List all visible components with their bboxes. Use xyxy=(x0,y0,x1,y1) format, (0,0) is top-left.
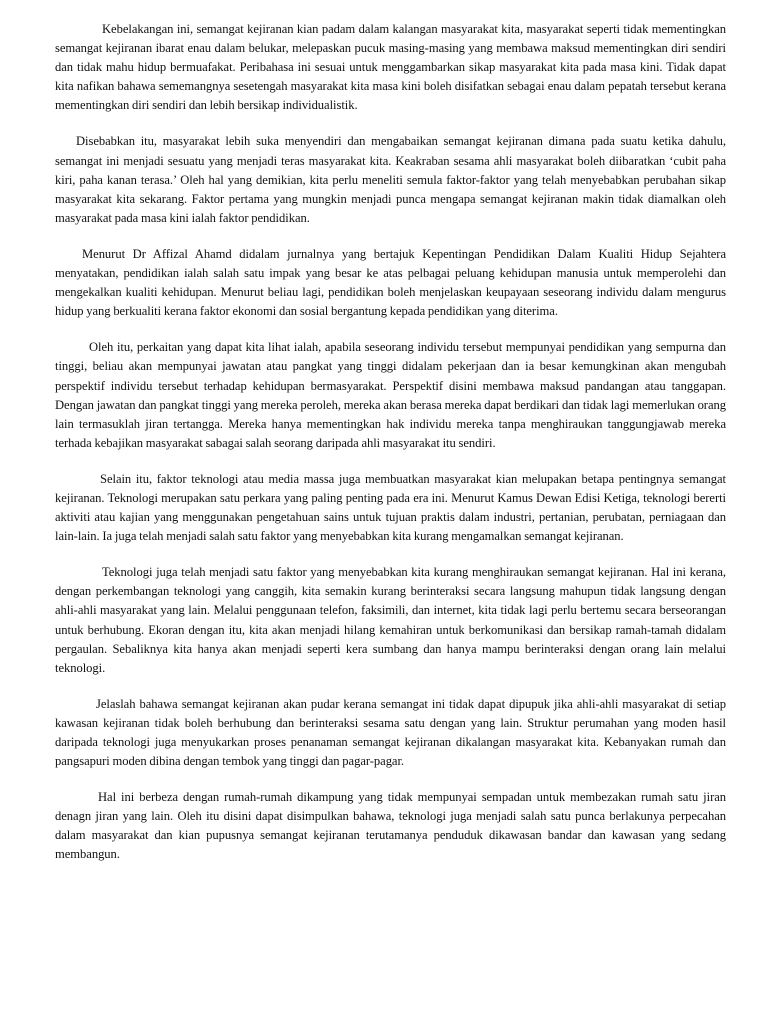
paragraph-3: Menurut Dr Affizal Ahamd didalam jurnalnya yang bertajuk Kepentingan Pendidikan Dalam Kualiti Hidup Sejahtera menyatakan, pendidikan ialah salah satu impak yang besar ke atas pelbagai peluang kehidupan manusia untuk memperolehi dan mengekalkan kualiti kehidupan. Menurut beliau lagi, pendidikan boleh menjelaskan keupayaan seseorang individu dalam mengurus hidup yang berkualiti kerana faktor ekonomi dan sosial bergantung kepada pendidikan yang diterima. xyxy=(55,246,726,319)
paragraph-6: Teknologi juga telah menjadi satu faktor yang menyebabkan kita kurang menghiraukan semangat kejiranan. Hal ini kerana, dengan perkembangan teknologi yang canggih, kita semakin kurang berinteraksi secara langsung mahupun tidak langsung dengan ahli-ahli masyarakat yang lain. Melalui penggunaan telefon, faksimili, dan internet, kita tidak lagi perlu bertemu secara berseorangan untuk berhubung. Ekoran dengan itu, kita akan menjadi hilang kemahiran untuk berkomunikasi dan bersikap ramah-tamah didalam pergaulan. Sebaliknya kita hanya akan menjadi seperti kera sumbang dan hanya mampu berinteraksi dengan orang lain melalui teknologi. xyxy=(55,565,726,675)
paragraph-8: Hal ini berbeza dengan rumah-rumah dikampung yang tidak mempunyai sempadan untuk membezakan rumah satu jiran denagn jiran yang lain. Oleh itu disini dapat disimpulkan bahawa, teknologi juga menjadi salah satu punca berlakunya perpecahan dalam masyarakat dan kian pupusnya semangat kejiranan terutamanya penduduk dikawasan bandar dan kawasan yang sedang membangun. xyxy=(55,790,726,862)
paragraph-5: Selain itu, faktor teknologi atau media massa juga membuatkan masyarakat kian melupakan betapa pentingnya semangat kejiranan. Teknologi merupakan satu perkara yang paling penting pada era ini. Menurut Kamus Dewan Edisi Ketiga, teknologi bererti aktiviti atau kajian yang menggunakan pengetahuan sains untuk tujuan praktis dalam industri, pertanian, perubatan, perniagaan dan lain-lain. Ia juga telah menjadi salah satu faktor yang menyebabkan kita kurang mengamalkan semangat kejiranan. xyxy=(55,471,726,544)
paragraph-1: Kebelakangan ini, semangat kejiranan kian padam dalam kalangan masyarakat kita, masyarakat seperti tidak mementingkan semangat kejiranan ibarat enau dalam belukar, melepaskan pucuk masing-masing yang membawa maksud mementingkan diri sendiri dan tidak mahu hidup bermuafakat. Peribahasa ini sesuai untuk menggambarkan sikap masyarakat kita pada masa kini. Tidak dapat kita nafikan bahawa sememangnya sesetengah masyarakat kita masa kini boleh disifatkan sebagai enau dalam pepatah tersebut kerana mementingkan diri sendiri dan lebih bersikap individualistik. xyxy=(55,22,726,113)
paragraph-7: Jelaslah bahawa semangat kejiranan akan pudar kerana semangat ini tidak dapat dipupuk jika ahli-ahli masyarakat di setiap kawasan kejiranan tidak boleh berhubung dan berinteraksi sesama satu dengan yang lain. Struktur perumahan yang moden hasil daripada teknologi juga menyukarkan proses penanaman semangat kejiranan dikalangan masyarakat kita. Kebanyakan rumah dan pangsapuri moden dibina dengan tembok yang tinggi dan pagar-pagar. xyxy=(55,696,726,769)
document-page xyxy=(55,20,726,882)
paragraph-4: Oleh itu, perkaitan yang dapat kita lihat ialah, apabila seseorang individu tersebut mempunyai pendidikan yang sempurna dan tinggi, beliau akan mempunyai jawatan atau pangkat yang tinggi didalam pekerjaan dan ia besar kemungkinan akan mengubah perspektif individu tersebut terhadap kehidupan bermasyarakat. Perspektif disini membawa maksud pandangan atau tanggapan. Dengan jawatan dan pangkat tinggi yang mereka peroleh, mereka akan berasa mereka dapat berdikari dan tidak lagi memerlukan orang lain termasuklah jiran tertangga. Mereka hanya mementingkan hak individu mereka tanpa menghiraukan tanggungjawab mereka terhada kebajikan masyarakat sabagai salah seorang daripada ahli masyarakat itu sendiri. xyxy=(55,340,726,450)
paragraph-2: Disebabkan itu, masyarakat lebih suka menyendiri dan mengabaikan semangat kejiranan dimana pada suatu ketika dahulu, semangat ini menjadi sesuatu yang menjadi teras masyarakat kita. Keakraban sesama ahli masyarakat boleh diibaratkan ‘cubit paha kiri, paha kanan terasa.’ Oleh hal yang demikian, kita perlu meneliti semula faktor-faktor yang telah menyebabkan perubahan sikap masyarakat kita sekarang. Faktor pertama yang mungkin menjadi punca mengapa semangat kejiranan makin tidak diamalkan oleh masyarakat pada masa kini ialah faktor pendidikan. xyxy=(55,134,726,225)
